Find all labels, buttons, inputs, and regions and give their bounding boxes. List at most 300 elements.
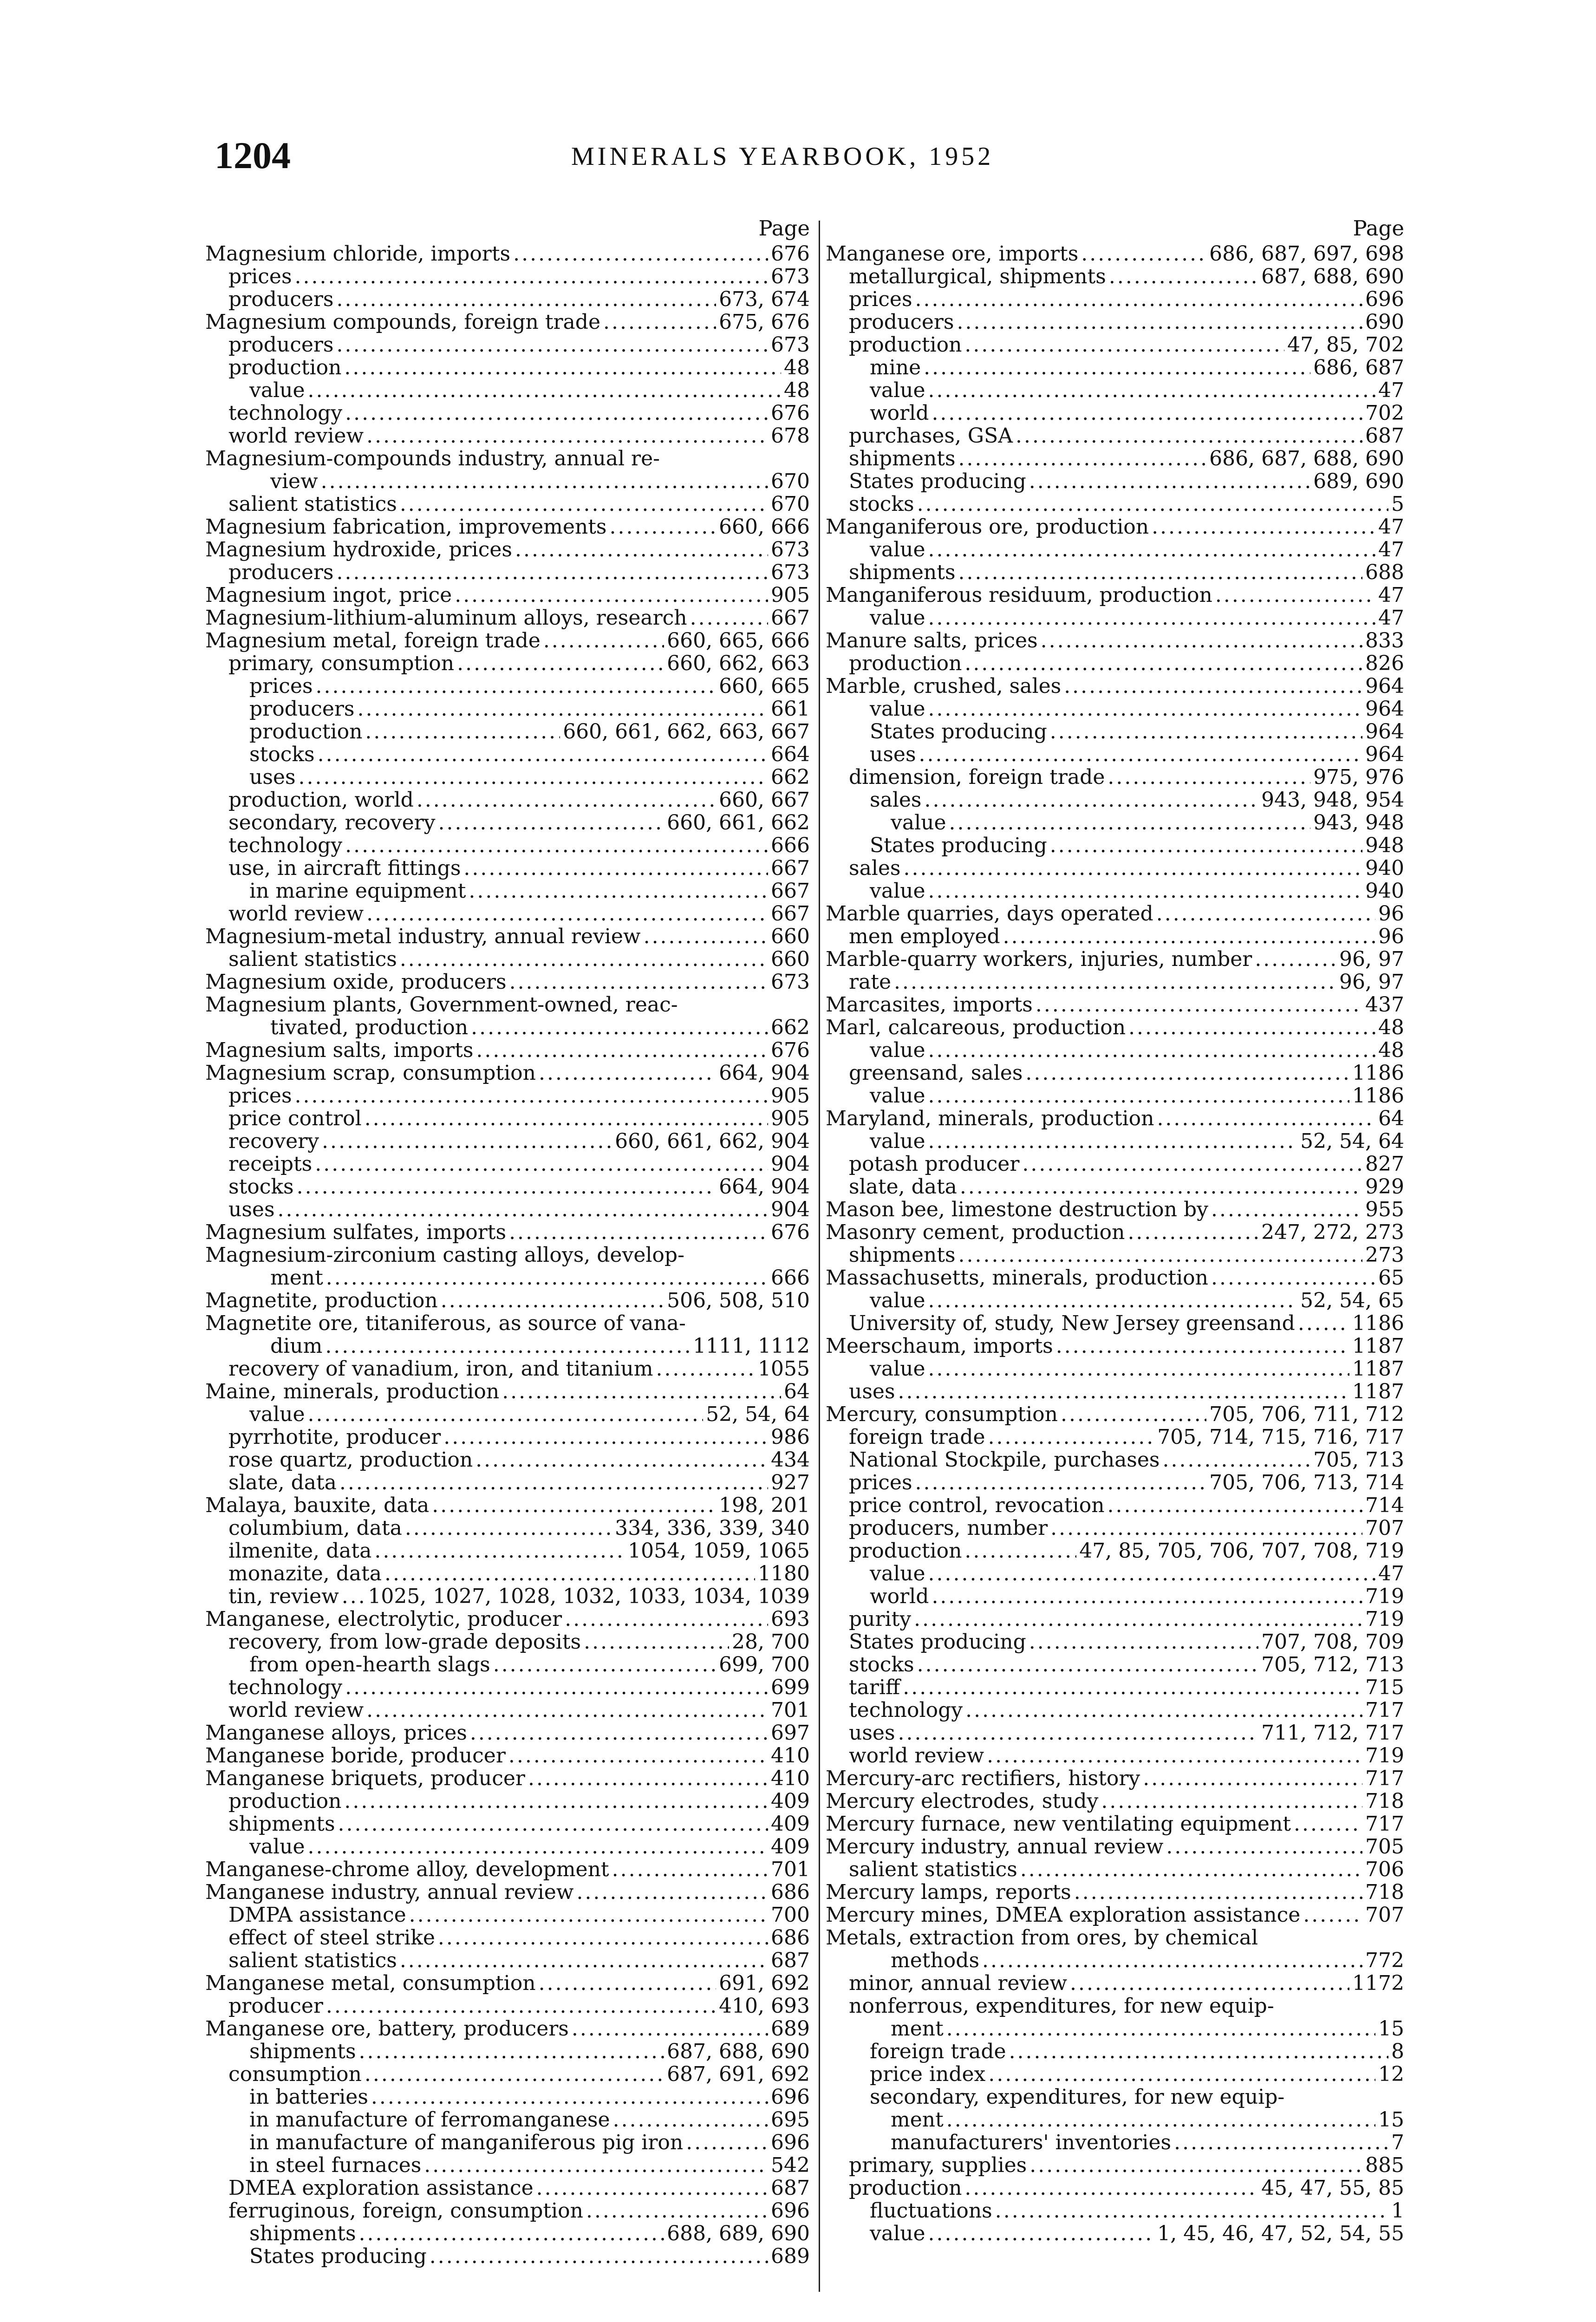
leader-dots [1128, 1016, 1375, 1039]
index-entry [826, 242, 1404, 265]
entry-term: technology [228, 402, 343, 424]
entry-term: States producing [849, 470, 1026, 493]
leader-dots [339, 1471, 768, 1494]
leader-dots [509, 971, 768, 993]
index-entry [205, 1357, 810, 1380]
entry-term: primary, consumption [228, 652, 455, 675]
entry-pages: 975, 976 [1313, 766, 1404, 789]
index-entry [205, 2063, 810, 2086]
entry-pages: 701 [771, 1699, 810, 1722]
leader-dots [946, 2017, 1375, 2040]
entry-pages: 904 [771, 1198, 810, 1221]
leader-dots [337, 561, 769, 584]
leader-dots [898, 1722, 1259, 1744]
leader-dots [308, 379, 781, 402]
entry-pages: 673 [771, 561, 810, 584]
entry-term: value [249, 379, 305, 402]
index-entry [205, 743, 810, 766]
entry-pages: 48 [784, 356, 810, 379]
leader-dots [513, 242, 768, 265]
leader-dots [1107, 1494, 1362, 1517]
index-entry [205, 1426, 810, 1448]
entry-pages: 1187 [1352, 1335, 1404, 1357]
entry-pages: 905 [771, 1084, 810, 1107]
entry-pages: 15 [1378, 2108, 1404, 2131]
entry-pages: 660, 667 [719, 789, 810, 811]
leader-dots [417, 789, 716, 811]
leader-dots [543, 629, 664, 652]
index-entry [826, 1335, 1404, 1357]
entry-term: Mercury lamps, reports [826, 1881, 1071, 1904]
entry-pages: 705, 706, 711, 712 [1209, 1403, 1404, 1426]
entry-pages: 676 [771, 1039, 810, 1062]
index-entry [205, 584, 810, 607]
entry-term: world review [228, 1699, 364, 1722]
entry-term: mine [870, 356, 921, 379]
entry-pages: 705, 712, 713 [1261, 1653, 1404, 1676]
index-entry [205, 2245, 810, 2268]
entry-pages: 52, 54, 64 [706, 1403, 810, 1426]
entry-pages: 15 [1378, 2017, 1404, 2040]
leader-dots [358, 698, 769, 720]
entry-term: Magnesium ingot, price [205, 584, 452, 607]
leader-dots [365, 1107, 768, 1130]
leader-dots [898, 1380, 1349, 1403]
entry-pages: 1054, 1059, 1065 [628, 1539, 810, 1562]
leader-dots [400, 948, 768, 971]
index-entry [205, 1972, 810, 1995]
entry-pages: 47, 85, 705, 706, 707, 708, 719 [1079, 1539, 1404, 1562]
entry-term: shipments [249, 2040, 356, 2063]
leader-dots [904, 857, 1363, 880]
leader-dots [964, 652, 1362, 675]
entry-pages: 699, 700 [719, 1653, 810, 1676]
leader-dots [359, 2222, 664, 2245]
entry-pages: 660, 666 [719, 515, 810, 538]
index-entry [826, 2086, 1404, 2108]
entry-pages: 670 [771, 470, 810, 493]
entry-term: salient statistics [228, 493, 397, 515]
index-entry [826, 789, 1404, 811]
index-entry [205, 1062, 810, 1084]
entry-pages: 687, 688, 690 [667, 2040, 810, 2063]
index-entry [205, 515, 810, 538]
index-entry [826, 265, 1404, 288]
leader-dots [297, 1175, 716, 1198]
leader-dots [295, 265, 768, 288]
entry-pages: 955 [1365, 1198, 1404, 1221]
index-entry [205, 242, 810, 265]
leader-dots [964, 2177, 1258, 2199]
index-entry [205, 1153, 810, 1175]
index-entry [826, 1699, 1404, 1722]
leader-dots [476, 1039, 768, 1062]
index-entry [826, 1039, 1404, 1062]
entry-pages: 410 [771, 1744, 810, 1767]
entry-term: salient statistics [228, 1949, 397, 1972]
entry-pages: 964 [1365, 675, 1404, 698]
index-entry [826, 2017, 1404, 2040]
entry-pages: 7 [1391, 2131, 1404, 2154]
leader-dots [384, 1562, 755, 1585]
entry-pages: 506, 508, 510 [667, 1289, 810, 1312]
leader-dots [315, 1153, 768, 1175]
entry-pages: 719 [1365, 1744, 1404, 1767]
entry-pages: 686, 687, 697, 698 [1209, 242, 1404, 265]
entry-term: salient statistics [228, 948, 397, 971]
index-entry [826, 1835, 1404, 1858]
entry-term: Manganiferous ore, production [826, 515, 1149, 538]
entry-term: shipments [849, 1244, 956, 1266]
entry-term: value [891, 811, 946, 834]
index-entry [205, 265, 810, 288]
leader-dots [958, 447, 1207, 470]
index-entry [826, 333, 1404, 356]
leader-dots [318, 743, 768, 766]
entry-pages: 885 [1365, 2154, 1404, 2177]
entry-pages: 45, 47, 55, 85 [1261, 2177, 1404, 2199]
entry-term: value [870, 607, 925, 629]
entry-term: production [228, 1790, 342, 1813]
entry-term: fluctuations [870, 2199, 992, 2222]
leader-dots [915, 1471, 1207, 1494]
leader-dots [438, 1926, 768, 1949]
entry-term: value [870, 1357, 925, 1380]
entry-pages: 827 [1365, 1153, 1404, 1175]
index-entry [826, 1380, 1404, 1403]
index-entry [826, 1539, 1404, 1562]
leader-dots [1064, 675, 1362, 698]
leader-dots [928, 880, 1362, 902]
entry-term: Marble, crushed, sales [826, 675, 1062, 698]
entry-term: Maryland, minerals, production [826, 1107, 1154, 1130]
leader-dots [325, 1335, 690, 1357]
entry-term: Manganese metal, consumption [205, 1972, 536, 1995]
index-entry [205, 1881, 810, 1904]
entry-pages: 660, 662, 663 [667, 652, 810, 675]
entry-term: stocks [849, 493, 914, 515]
entry-pages: 678 [771, 424, 810, 447]
entry-term: Magnesium-zirconium casting alloys, develop- [205, 1244, 684, 1266]
entry-term: primary, supplies [849, 2154, 1027, 2177]
entry-term: University of, study, New Jersey greensand [849, 1312, 1295, 1335]
entry-pages: 701 [771, 1858, 810, 1881]
entry-term: prices [849, 288, 912, 311]
entry-pages: 689, 690 [1313, 470, 1404, 493]
leader-dots [1101, 1790, 1362, 1813]
entry-term: producers [228, 561, 334, 584]
entry-term: States producing [249, 2245, 427, 2268]
entry-term: production [849, 1539, 962, 1562]
entry-term: dimension, foreign trade [849, 766, 1105, 789]
entry-pages: 1180 [758, 1562, 810, 1585]
entry-term: world review [849, 1744, 984, 1767]
entry-term: Masonry cement, production [826, 1221, 1125, 1244]
index-entry [205, 1562, 810, 1585]
entry-pages: 676 [771, 242, 810, 265]
entry-pages: 1186 [1352, 1062, 1404, 1084]
entry-pages: 664, 904 [719, 1062, 810, 1084]
entry-pages: 719 [1365, 1608, 1404, 1631]
entry-term: Marble-quarry workers, injuries, number [826, 948, 1252, 971]
entry-term: uses [849, 1380, 895, 1403]
entry-pages: 688, 689, 690 [667, 2222, 810, 2245]
index-entry [205, 1380, 810, 1403]
leader-dots [457, 652, 664, 675]
entry-term: States producing [870, 720, 1047, 743]
entry-term: sales [849, 857, 901, 880]
entry-pages: 686 [771, 1881, 810, 1904]
leader-dots [995, 2199, 1388, 2222]
running-head: MINERALS YEARBOOK, 1952 [571, 142, 994, 171]
entry-term: producers [228, 288, 334, 311]
entry-term: Mason bee, limestone destruction by [826, 1198, 1208, 1221]
entry-term: producers, number [849, 1517, 1048, 1539]
leader-dots [1070, 1972, 1349, 1995]
leader-dots [295, 1084, 768, 1107]
leader-dots [644, 925, 768, 948]
index-entry [826, 1426, 1404, 1448]
leader-dots [928, 538, 1375, 561]
entry-pages: 47, 85, 702 [1287, 333, 1404, 356]
index-entry [205, 1949, 810, 1972]
entry-term: potash producer [849, 1153, 1020, 1175]
entry-pages: 65 [1378, 1266, 1404, 1289]
index-entry [826, 584, 1404, 607]
index-entry [205, 1653, 810, 1676]
entry-term: Manganese ore, battery, producers [205, 2017, 569, 2040]
entry-pages: 1186 [1352, 1084, 1404, 1107]
leader-dots [508, 1744, 768, 1767]
entry-term: methods [891, 1949, 980, 1972]
entry-pages: 964 [1365, 720, 1404, 743]
entry-term: technology [228, 834, 343, 857]
entry-term: monazite, data [228, 1562, 382, 1585]
index-entry [826, 948, 1404, 971]
leader-dots [1029, 2154, 1362, 2177]
entry-term: price index [870, 2063, 986, 2086]
entry-pages: 47 [1378, 538, 1404, 561]
entry-pages: 198, 201 [719, 1494, 810, 1517]
index-entry [826, 1153, 1404, 1175]
leader-dots [965, 1699, 1362, 1722]
entry-pages: 1187 [1352, 1357, 1404, 1380]
entry-term: Massachusetts, minerals, production [826, 1266, 1209, 1289]
leader-dots [928, 607, 1375, 629]
index-entry [205, 1858, 810, 1881]
entry-pages: 96, 97 [1339, 948, 1404, 971]
index-entry [826, 1448, 1404, 1471]
entry-pages: 905 [771, 584, 810, 607]
entry-pages: 690 [1365, 311, 1404, 333]
entry-term: nonferrous, expenditures, for new equip- [849, 1995, 1274, 2017]
entry-term: prices [849, 1471, 912, 1494]
leader-dots [443, 1426, 768, 1448]
index-entry [205, 1722, 810, 1744]
index-entry [826, 1790, 1404, 1813]
entry-pages: 47 [1378, 584, 1404, 607]
entry-term: value [870, 698, 925, 720]
entry-term: Manganiferous residuum, production [826, 584, 1212, 607]
entry-term: producers [249, 698, 355, 720]
index-entry [205, 1744, 810, 1767]
entry-pages: 52, 54, 65 [1300, 1289, 1404, 1312]
entry-term: recovery of vanadium, iron, and titanium [228, 1357, 653, 1380]
entry-pages: 691, 692 [719, 1972, 810, 1995]
leader-dots [690, 607, 768, 629]
entry-term: world [870, 402, 929, 424]
index-entry [826, 1198, 1404, 1221]
index-entry [205, 629, 810, 652]
leader-dots [502, 1380, 781, 1403]
entry-pages: 1 [1391, 2199, 1404, 2222]
entry-term: effect of steel strike [228, 1926, 435, 1949]
entry-term: production [249, 720, 363, 743]
entry-term: uses [870, 743, 916, 766]
entry-pages: 1186 [1352, 1312, 1404, 1335]
entry-pages: 717 [1365, 1699, 1404, 1722]
entry-term: men employed [849, 925, 1000, 948]
entry-term: recovery, from low-grade deposits [228, 1631, 581, 1653]
entry-term: Magnetite ore, titaniferous, as source of vana- [205, 1312, 686, 1335]
entry-pages: 673, 674 [719, 288, 810, 311]
leader-dots [366, 1699, 768, 1722]
entry-term: slate, data [849, 1175, 957, 1198]
leader-dots [455, 584, 768, 607]
entry-pages: 718 [1365, 1881, 1404, 1904]
leader-dots [612, 1858, 768, 1881]
entry-term: value [870, 1039, 925, 1062]
entry-pages: 687 [1365, 424, 1404, 447]
index-entry [826, 880, 1404, 902]
leader-dots [365, 720, 560, 743]
leader-dots [1174, 2131, 1388, 2154]
entry-term: shipments [849, 561, 956, 584]
entry-term: value [870, 1289, 925, 1312]
entry-term: Magnesium scrap, consumption [205, 1062, 536, 1084]
index-entry [205, 1699, 810, 1722]
entry-term: Magnesium fabrication, improvements [205, 515, 607, 538]
entry-pages: 334, 336, 339, 340 [615, 1517, 810, 1539]
entry-pages: 664, 904 [719, 1175, 810, 1198]
entry-pages: 64 [784, 1380, 810, 1403]
leader-dots [1050, 834, 1362, 857]
index-entry [205, 424, 810, 447]
index-entry [205, 1608, 810, 1631]
leader-dots [1166, 1835, 1362, 1858]
index-entry [205, 2199, 810, 2222]
entry-term: Magnetite, production [205, 1289, 438, 1312]
leader-dots [321, 470, 768, 493]
leader-dots [471, 1016, 768, 1039]
entry-pages: 940 [1365, 880, 1404, 902]
index-entry [205, 493, 810, 515]
leader-dots [686, 2131, 768, 2154]
leader-dots [1107, 766, 1310, 789]
entry-term: stocks [249, 743, 315, 766]
entry-term: Marcasites, imports [826, 993, 1033, 1016]
leader-dots [1163, 1448, 1311, 1471]
entry-term: receipts [228, 1153, 313, 1175]
entry-term: Manganese briquets, producer [205, 1767, 525, 1790]
index-entry [205, 834, 810, 857]
entry-term: Metals, extraction from ores, by chemical [826, 1926, 1258, 1949]
leader-dots [515, 538, 768, 561]
leader-dots [374, 1539, 625, 1562]
entry-term: in batteries [249, 2086, 368, 2108]
index-entries [826, 242, 1404, 2245]
index-entry [205, 2086, 810, 2108]
entry-term: Marl, calcareous, production [826, 1016, 1126, 1039]
index-entry [205, 1471, 810, 1494]
index-entry [826, 2063, 1404, 2086]
entry-term: prices [228, 1084, 292, 1107]
entry-term: Magnesium sulfates, imports [205, 1221, 507, 1244]
index-entry [826, 2199, 1404, 2222]
leader-dots [960, 1175, 1362, 1198]
entry-term: production [849, 333, 962, 356]
index-entry [205, 948, 810, 971]
index-entry [826, 379, 1404, 402]
entry-term: secondary, recovery [228, 811, 436, 834]
entry-term: value [870, 880, 925, 902]
entry-pages: 673 [771, 971, 810, 993]
entry-term: greensand, sales [849, 1062, 1023, 1084]
entry-term: value [249, 1835, 305, 1858]
index-entry [205, 2040, 810, 2063]
index-entry [826, 1676, 1404, 1699]
leader-dots [1255, 948, 1336, 971]
index-entry [205, 857, 810, 880]
entry-pages: 929 [1365, 1175, 1404, 1198]
entry-pages: 660, 661, 662, 663, 667 [563, 720, 810, 743]
index-entry [826, 2222, 1404, 2245]
index-entry [205, 880, 810, 902]
index-entry [826, 1175, 1404, 1198]
index-entry [205, 1517, 810, 1539]
index-entry [205, 993, 810, 1016]
index-entry [205, 720, 810, 743]
index-entry [826, 698, 1404, 720]
leader-dots [917, 1653, 1258, 1676]
leader-dots [344, 1790, 768, 1813]
leader-dots [299, 766, 768, 789]
entry-pages: 719 [1365, 1585, 1404, 1608]
entry-pages: 661 [771, 698, 810, 720]
leader-dots [928, 1562, 1375, 1585]
index-entry [205, 1835, 810, 1858]
entry-term: Mercury furnace, new ventilating equipment [826, 1813, 1291, 1835]
entry-pages: 705 [1365, 1835, 1404, 1858]
entry-term: National Stockpile, purchases [849, 1448, 1160, 1471]
entry-pages: 47 [1378, 607, 1404, 629]
index-entry [205, 1403, 810, 1426]
entry-pages: 696 [771, 2199, 810, 2222]
entry-term: in steel furnaces [249, 2154, 422, 2177]
entry-term: pyrrhotite, producer [228, 1426, 441, 1448]
leader-dots [344, 356, 781, 379]
entry-term: production [228, 356, 342, 379]
entry-term: manufacturers' inventories [891, 2131, 1172, 2154]
index-entry [826, 1266, 1404, 1289]
index-entry [826, 470, 1404, 493]
index-entry [205, 1904, 810, 1926]
index-entry [826, 1494, 1404, 1517]
index-entry [205, 1631, 810, 1653]
leader-dots [928, 1130, 1298, 1153]
leader-dots [365, 2063, 664, 2086]
index-entry [826, 675, 1404, 698]
